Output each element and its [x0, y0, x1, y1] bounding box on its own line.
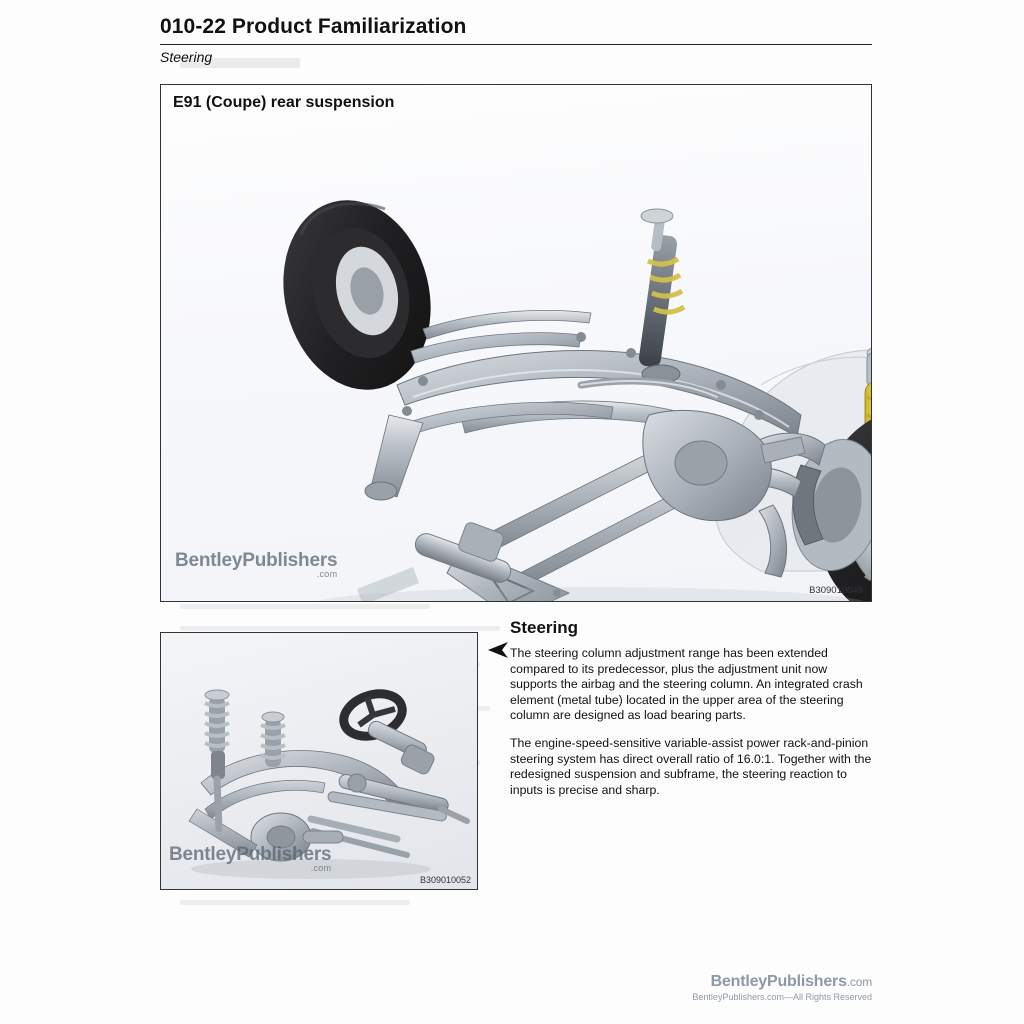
- watermark-domain: .com: [316, 569, 338, 579]
- figure-code: B309010049: [809, 585, 863, 596]
- footer-watermark: [692, 973, 872, 1002]
- section-heading: Steering: [510, 618, 579, 637]
- page-title: 010-22 Product Familiarization: [160, 15, 467, 38]
- watermark-brand: BentleyPublishers: [169, 844, 332, 865]
- header-divider: [160, 44, 872, 45]
- watermark-domain: .com: [310, 863, 332, 873]
- footer-brand: [692, 973, 872, 991]
- figure-rear-suspension: [160, 84, 872, 602]
- watermark-brand: BentleyPublishers: [175, 550, 338, 571]
- rear-suspension-illustration: [161, 85, 871, 601]
- section-subtitle: Steering: [160, 49, 213, 65]
- figure2-code: B309010052: [419, 875, 471, 885]
- footer-brand-suffix: .com: [846, 975, 872, 989]
- steering-rack: [327, 773, 467, 822]
- steering-text-column: [510, 618, 872, 810]
- figure2-watermark: [169, 844, 331, 873]
- figure-steering-assembly: [160, 632, 478, 890]
- left-damper: [638, 209, 684, 383]
- page-header: [160, 14, 872, 65]
- section-paragraph-1: The steering column adjustment range has been extended compared to its predecessor, plus the adjustment unit now supports the airbag and the steering column. An integrated crash element (metal tube) located in the upper area of the steering column are designed as load bearing parts.: [510, 646, 863, 723]
- figure-caption: E91 (Coupe) rear suspension: [173, 94, 395, 111]
- section-paragraph-2: The engine-speed-sensitive variable-assist power rack-and-pinion steering system has direct overall ratio of 16.0:1. Together with the redesigned suspension and subframe, the steering reaction to inputs is precise and sharp.: [510, 735, 872, 797]
- figure-watermark: [175, 550, 337, 579]
- footer-brand-name: BentleyPublishers: [710, 973, 847, 990]
- caption-pointer-icon: [486, 640, 510, 660]
- footer-rights: BentleyPublishers.com—All Rights Reserved: [692, 992, 872, 1002]
- left-rear-tire: [264, 184, 450, 405]
